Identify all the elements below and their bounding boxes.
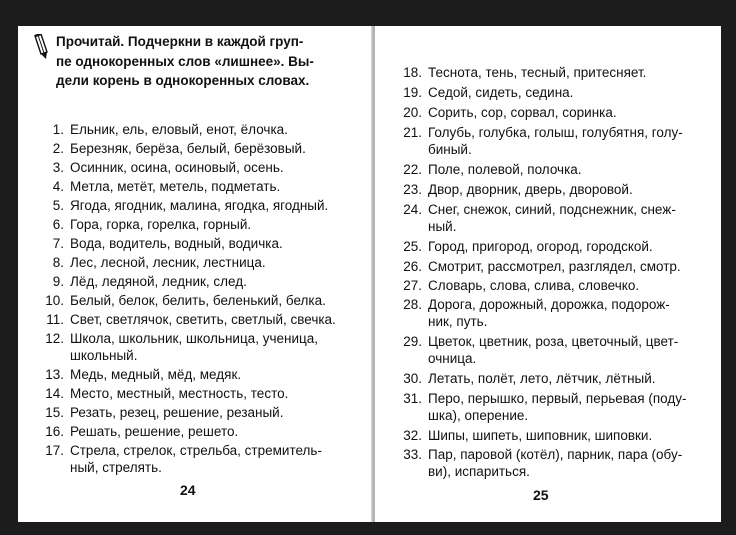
item-number: 21. xyxy=(403,125,422,140)
list-item xyxy=(403,277,708,294)
list-item xyxy=(403,181,708,198)
item-number: 26. xyxy=(403,259,422,274)
item-number: 15. xyxy=(45,405,64,420)
item-text: Гора, горка, горелка, горный. xyxy=(70,217,252,232)
list-item xyxy=(45,423,345,440)
item-number: 4. xyxy=(52,179,64,194)
item-text: Ягода, ягодник, малина, ягодка, ягодный. xyxy=(70,198,329,213)
item-text: Перо, перышко, первый, перьевая (поду- шка), оперение. xyxy=(428,391,687,423)
item-number: 5. xyxy=(52,198,64,213)
item-text: Медь, медный, мёд, медяк. xyxy=(70,367,242,382)
item-number: 12. xyxy=(45,331,64,346)
item-text: Седой, сидеть, седина. xyxy=(428,85,574,100)
list-item xyxy=(403,124,708,158)
item-text: Свет, светлячок, светить, светлый, свечка. xyxy=(70,312,336,327)
list-item xyxy=(403,201,708,235)
item-number: 22. xyxy=(403,162,422,177)
list-item xyxy=(52,273,345,290)
item-number: 11. xyxy=(46,312,64,327)
item-text: Белый, белок, белить, беленький, белка. xyxy=(70,293,326,308)
item-text: Снег, снежок, синий, подснежник, снеж- ный. xyxy=(428,202,676,234)
item-text: Ельник, ель, еловый, енот, ёлочка. xyxy=(70,122,288,137)
item-text: Город, пригород, огород, городской. xyxy=(428,239,653,254)
item-text: Летать, полёт, лето, лётчик, лётный. xyxy=(428,371,656,386)
list-item xyxy=(52,140,345,157)
list-item xyxy=(403,104,708,121)
item-number: 30. xyxy=(403,371,422,386)
list-item xyxy=(45,366,345,383)
list-item xyxy=(52,216,345,233)
pencil-icon xyxy=(30,34,50,60)
item-number: 31. xyxy=(403,391,422,406)
item-number: 17. xyxy=(45,443,64,458)
item-text: Березняк, берёза, белый, берёзовый. xyxy=(70,141,306,156)
list-item xyxy=(403,64,708,81)
item-text: Осинник, осина, осиновый, осень. xyxy=(70,160,284,175)
list-item xyxy=(52,121,345,138)
item-text: Решать, решение, решето. xyxy=(70,424,239,439)
item-number: 3. xyxy=(52,160,64,175)
list-item xyxy=(403,333,708,367)
item-text: Словарь, слова, слива, словечко. xyxy=(428,278,640,293)
item-number: 32. xyxy=(403,428,422,443)
item-number: 19. xyxy=(403,85,422,100)
list-item xyxy=(403,427,708,444)
item-text: Поле, полевой, полочка. xyxy=(428,162,582,177)
page-number: 24 xyxy=(180,482,196,498)
item-number: 1. xyxy=(52,122,64,137)
list-item xyxy=(46,311,345,328)
item-number: 8. xyxy=(52,255,64,270)
page-number: 25 xyxy=(533,487,549,503)
item-number: 7. xyxy=(52,236,64,251)
list-item xyxy=(45,292,345,309)
list-item xyxy=(403,84,708,101)
list-item xyxy=(403,390,708,424)
item-number: 27. xyxy=(403,278,422,293)
item-text: Школа, школьник, школьница, ученица, школьный. xyxy=(70,331,318,363)
item-number: 14. xyxy=(45,386,64,401)
item-text: Цветок, цветник, роза, цветочный, цвет- очница. xyxy=(428,334,679,366)
item-text: Теснота, тень, тесный, притесняет. xyxy=(428,65,647,80)
item-number: 9. xyxy=(52,274,64,289)
item-text: Место, местный, местность, тесто. xyxy=(70,386,289,401)
item-number: 16. xyxy=(45,424,64,439)
list-item xyxy=(52,235,345,252)
item-number: 2. xyxy=(52,141,64,156)
list-item xyxy=(52,197,345,214)
item-number: 10. xyxy=(45,293,64,308)
item-number: 20. xyxy=(403,105,422,120)
list-item xyxy=(52,254,345,271)
item-number: 23. xyxy=(403,182,422,197)
item-text: Дорога, дорожный, дорожка, подорож- ник, путь. xyxy=(428,297,670,329)
list-item xyxy=(403,161,708,178)
item-number: 24. xyxy=(403,202,422,217)
item-text: Смотрит, рассмотрел, разглядел, смотр. xyxy=(428,259,681,274)
item-text: Шипы, шипеть, шиповник, шиповки. xyxy=(428,428,653,443)
list-item xyxy=(403,370,708,387)
list-item xyxy=(45,442,345,476)
item-text: Двор, дворник, дверь, дворовой. xyxy=(428,182,633,197)
item-text: Пар, паровой (котёл), парник, пара (обу- ви), испариться. xyxy=(428,447,683,479)
list-item xyxy=(52,178,345,195)
list-item xyxy=(45,330,345,364)
item-text: Вода, водитель, водный, водичка. xyxy=(70,236,283,251)
item-number: 25. xyxy=(403,239,422,254)
item-text: Лес, лесной, лесник, лестница. xyxy=(70,255,266,270)
list-item xyxy=(403,238,708,255)
list-item xyxy=(403,258,708,275)
list-item xyxy=(45,404,345,421)
item-text: Резать, резец, решение, резаный. xyxy=(70,405,284,420)
item-text: Голубь, голубка, голыш, голубятня, голу- биный. xyxy=(428,125,683,157)
task-instruction: Прочитай. Подчеркни в каждой груп- пе однокоренных слов «лишнее». Вы- дели корень в однокоренных словах. xyxy=(56,34,314,88)
item-text: Метла, метёт, метель, подметать. xyxy=(70,179,281,194)
list-item xyxy=(52,159,345,176)
item-text: Сорить, сор, сорвал, соринка. xyxy=(428,105,617,120)
item-number: 18. xyxy=(403,65,422,80)
item-number: 29. xyxy=(403,334,422,349)
list-item xyxy=(45,385,345,402)
item-number: 6. xyxy=(52,217,64,232)
list-item xyxy=(403,296,708,330)
item-number: 28. xyxy=(403,297,422,312)
item-number: 33. xyxy=(403,447,422,462)
item-text: Лёд, ледяной, ледник, след. xyxy=(70,274,247,289)
item-text: Стрела, стрелок, стрельба, стремитель- ный, стрелять. xyxy=(70,443,322,475)
list-item xyxy=(403,446,708,480)
item-number: 13. xyxy=(45,367,64,382)
